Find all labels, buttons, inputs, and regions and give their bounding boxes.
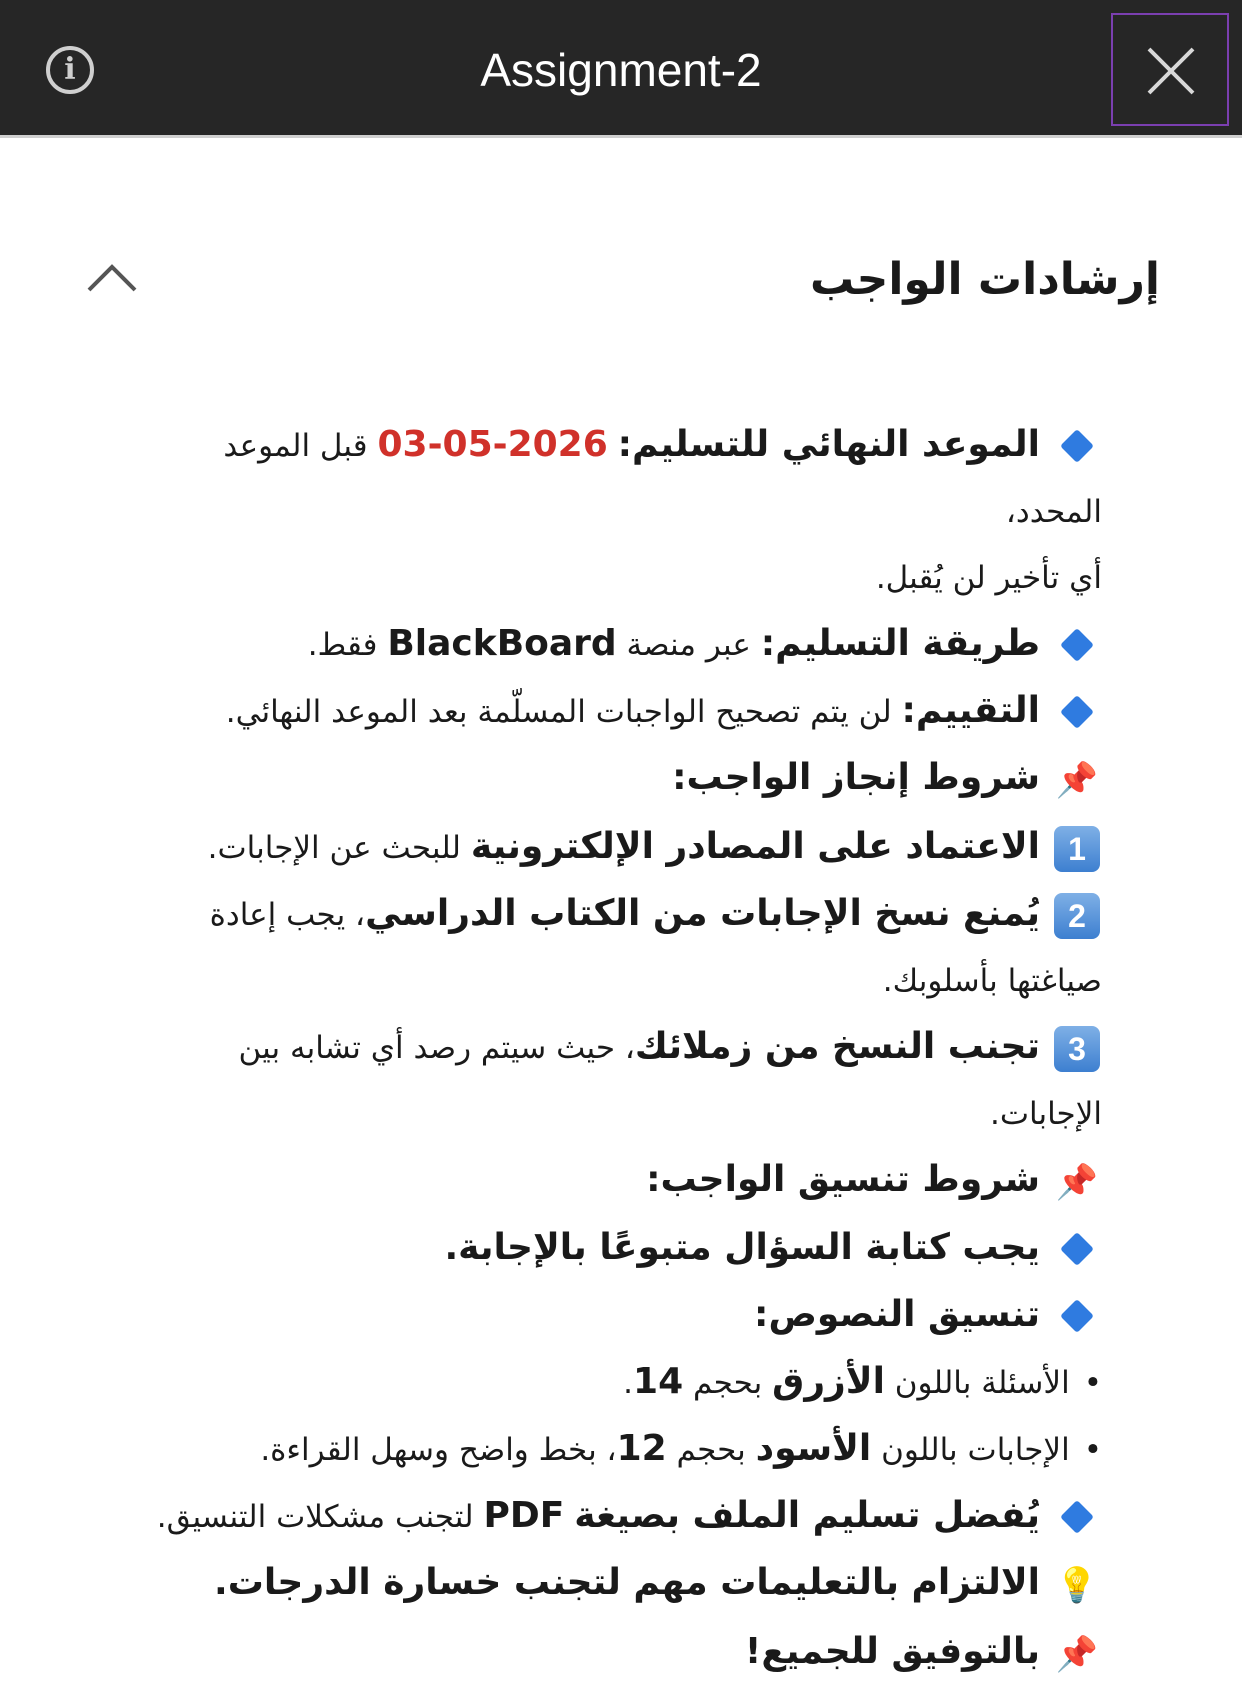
pushpin-icon: 📌 (1056, 1162, 1098, 1202)
pushpin-icon: 📌 (1056, 1634, 1098, 1674)
submission-method-line: طريقة التسليم: عبر منصة BlackBoard فقط. (140, 611, 1102, 678)
pushpin-icon: 📌 (1056, 761, 1098, 801)
close-button[interactable] (1111, 13, 1229, 126)
condition-3-cont: الإجابات. (140, 1081, 1102, 1147)
question-answer-line: يجب كتابة السؤال متبوعًا بالإجابة. (140, 1215, 1102, 1282)
condition-2: 2يُمنع نسخ الإجابات من الكتاب الدراسي، يجب إعادة (140, 881, 1102, 948)
deadline-line: الموعد النهائي للتسليم: 2026-05-03 قبل الموعد المحدد، (140, 412, 1102, 545)
blue-diamond-icon (1060, 1500, 1094, 1534)
instructions-content (140, 412, 1102, 1687)
blue-diamond-icon (1060, 1232, 1094, 1266)
number-2-icon: 2 (1054, 893, 1100, 939)
page-title: Assignment-2 (0, 40, 1242, 100)
close-icon (1143, 43, 1199, 99)
number-3-icon: 3 (1054, 1026, 1100, 1072)
section-header[interactable] (80, 250, 1160, 330)
completion-conditions-heading: 📌شروط إنجاز الواجب: (140, 745, 1102, 814)
info-icon[interactable]: i (46, 46, 94, 94)
formatting-conditions-heading: 📌شروط تنسيق الواجب: (140, 1147, 1102, 1216)
lightbulb-icon: 💡 (1056, 1566, 1098, 1606)
pdf-line: يُفضل تسليم الملف بصيغة PDF لتجنب مشكلات التنسيق. (140, 1483, 1102, 1550)
good-luck-line: 📌بالتوفيق للجميع! (140, 1619, 1102, 1687)
deadline-date: 2026-05-03 (377, 424, 607, 465)
section-heading: إرشادات الواجب (810, 250, 1160, 310)
bullet-questions: •الأسئلة باللون الأزرق بحجم 14. (140, 1349, 1102, 1416)
header-bar (0, 0, 1242, 138)
text-formatting-line: تنسيق النصوص: (140, 1282, 1102, 1349)
condition-1: 1الاعتماد على المصادر الإلكترونية للبحث عن الإجابات. (140, 814, 1102, 881)
blue-diamond-icon (1060, 1299, 1094, 1333)
condition-2-cont: صياغتها بأسلوبك. (140, 948, 1102, 1014)
bullet-answers: •الإجابات باللون الأسود بحجم 12، بخط واضح وسهل القراءة. (140, 1416, 1102, 1483)
grading-line: التقييم: لن يتم تصحيح الواجبات المسلّمة بعد الموعد النهائي. (140, 678, 1102, 745)
blue-diamond-icon (1060, 695, 1094, 729)
blue-diamond-icon (1060, 429, 1094, 463)
deadline-line-cont: أي تأخير لن يُقبل. (140, 545, 1102, 611)
blue-diamond-icon (1060, 628, 1094, 662)
number-1-icon: 1 (1054, 826, 1100, 872)
commitment-line: 💡الالتزام بالتعليمات مهم لتجنب خسارة الدرجات. (140, 1550, 1102, 1619)
condition-3: 3تجنب النسخ من زملائك، حيث سيتم رصد أي تشابه بين (140, 1014, 1102, 1081)
chevron-up-icon[interactable] (86, 262, 138, 294)
